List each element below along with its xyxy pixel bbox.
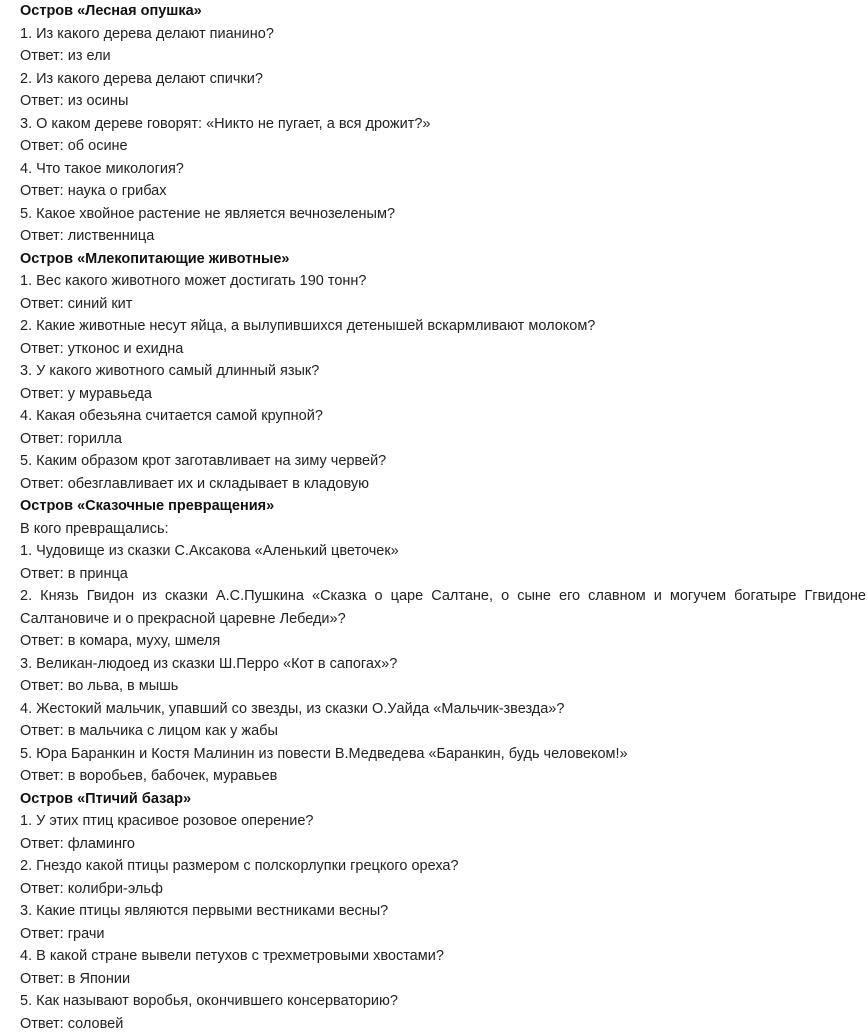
answer-line: Ответ: обезглавливает их и складывает в кладовую bbox=[20, 473, 866, 496]
answer-line: Ответ: грачи bbox=[20, 923, 866, 946]
section-title-bird-market: Остров «Птичий базар» bbox=[20, 788, 866, 811]
answer-line: Ответ: в Японии bbox=[20, 968, 866, 991]
answer-line: Ответ: фламинго bbox=[20, 833, 866, 856]
answer-line: Ответ: горилла bbox=[20, 428, 866, 451]
answer-line: Ответ: у муравьеда bbox=[20, 383, 866, 406]
question-line: 2. Гнездо какой птицы размером с полскорлупки грецкого ореха? bbox=[20, 855, 866, 878]
answer-line: Ответ: наука о грибах bbox=[20, 180, 866, 203]
question-line: 1. Чудовище из сказки С.Аксакова «Аленький цветочек» bbox=[20, 540, 866, 563]
answer-line: Ответ: синий кит bbox=[20, 293, 866, 316]
question-line: 3. Великан-людоед из сказки Ш.Перро «Кот в сапогах»? bbox=[20, 653, 866, 676]
answer-line: Ответ: лиственница bbox=[20, 225, 866, 248]
question-line: 4. В какой стране вывели петухов с трехметровыми хвостами? bbox=[20, 945, 866, 968]
answer-line: Ответ: в мальчика с лицом как у жабы bbox=[20, 720, 866, 743]
question-line: 3. О каком дереве говорят: «Никто не пугает, а вся дрожит?» bbox=[20, 113, 866, 136]
question-line: 4. Жестокий мальчик, упавший со звезды, из сказки О.Уайда «Мальчик-звезда»? bbox=[20, 698, 866, 721]
question-line: 3. Какие птицы являются первыми вестниками весны? bbox=[20, 900, 866, 923]
quiz-document bbox=[20, 0, 866, 1035]
answer-line: Ответ: в воробьев, бабочек, муравьев bbox=[20, 765, 866, 788]
answer-line: Ответ: соловей bbox=[20, 1013, 866, 1035]
question-line: 1. Вес какого животного может достигать 190 тонн? bbox=[20, 270, 866, 293]
question-line: 3. У какого животного самый длинный язык? bbox=[20, 360, 866, 383]
question-line: 5. Как называют воробья, окончившего консерваторию? bbox=[20, 990, 866, 1013]
section-title-forest-edge: Остров «Лесная опушка» bbox=[20, 0, 866, 23]
answer-line: Ответ: об осине bbox=[20, 135, 866, 158]
question-line: 4. Какая обезьяна считается самой крупной? bbox=[20, 405, 866, 428]
question-line: 1. Из какого дерева делают пианино? bbox=[20, 23, 866, 46]
question-line: 1. У этих птиц красивое розовое оперение? bbox=[20, 810, 866, 833]
answer-line: Ответ: в принца bbox=[20, 563, 866, 586]
answer-line: Ответ: во льва, в мышь bbox=[20, 675, 866, 698]
answer-line: Ответ: утконос и ехидна bbox=[20, 338, 866, 361]
question-line-wrapped: 2. Князь Гвидон из сказки А.С.Пушкина «Сказка о царе Салтане, о сыне его славном и могучем богатыре Ггвидоне Салтановиче и о прекрасной царевне Лебеди»? bbox=[20, 585, 866, 630]
section-title-fairy-transformations: Остров «Сказочные превращения» bbox=[20, 495, 866, 518]
answer-line: Ответ: из осины bbox=[20, 90, 866, 113]
question-line: 2. Какие животные несут яйца, а вылупившихся детенышей вскармливают молоком? bbox=[20, 315, 866, 338]
section-intro: В кого превращались: bbox=[20, 518, 866, 541]
question-line: 5. Какое хвойное растение не является вечнозеленым? bbox=[20, 203, 866, 226]
question-line: 4. Что такое микология? bbox=[20, 158, 866, 181]
question-line: 2. Из какого дерева делают спички? bbox=[20, 68, 866, 91]
answer-line: Ответ: в комара, муху, шмеля bbox=[20, 630, 866, 653]
question-line: 5. Юра Баранкин и Костя Малинин из повести В.Медведева «Баранкин, будь человеком!» bbox=[20, 743, 866, 766]
section-title-mammals: Остров «Млекопитающие животные» bbox=[20, 248, 866, 271]
question-line: 5. Каким образом крот заготавливает на зиму червей? bbox=[20, 450, 866, 473]
answer-line: Ответ: из ели bbox=[20, 45, 866, 68]
answer-line: Ответ: колибри-эльф bbox=[20, 878, 866, 901]
